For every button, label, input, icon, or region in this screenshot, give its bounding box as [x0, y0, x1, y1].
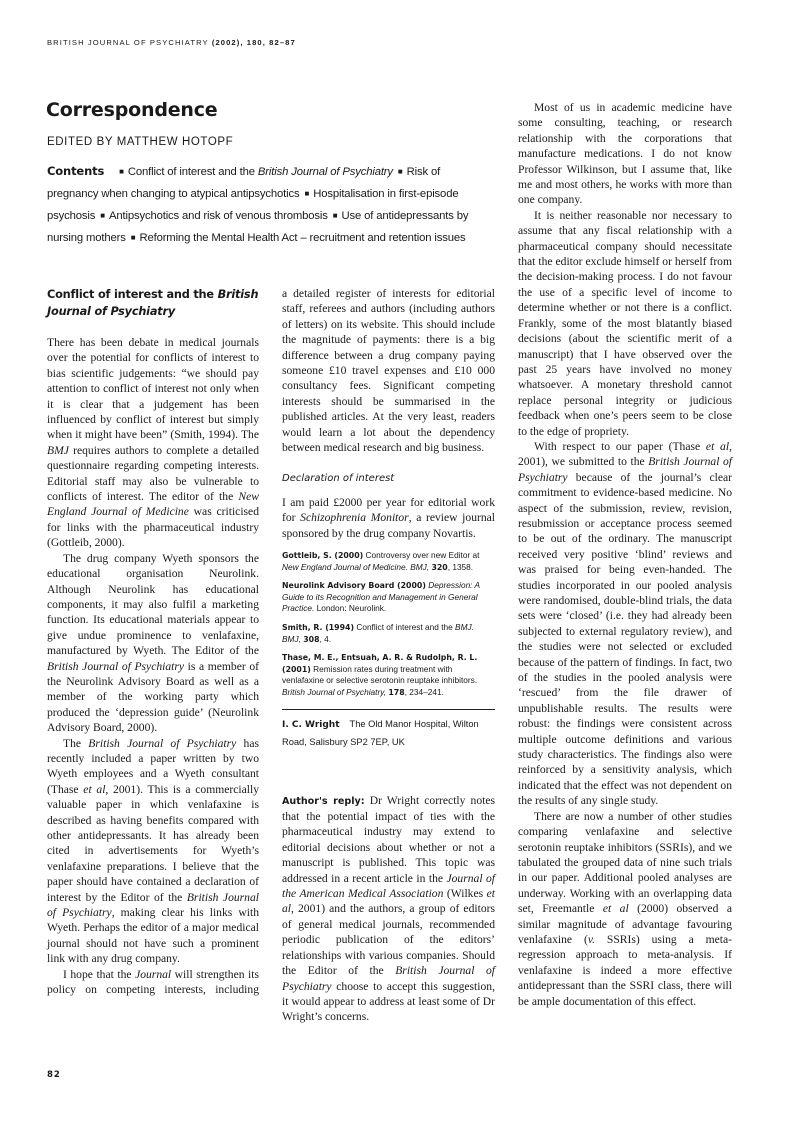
running-head: [47, 38, 296, 47]
references: [282, 550, 495, 699]
contents-item[interactable]: ■ Risk of pregnancy when changing to atypical antipsychotics: [47, 166, 440, 200]
letter-paragraph: There has been debate in medical journals over the potential for conflicts of interest to bias scientific judgements: “we should pay attention to conflict of interest not only when it is clear that a judgement has been influenced by conflict of interest but simply when it might have been” (Smith, 1994). The BMJ requires authors to complete a detailed questionnaire regarding competing interests. Editorial staff may also be vulnerable to conflicts of interest. The editor of the New England Journal of Medicine was criticised for links with the pharmaceutical industry (Gottleib, 2000).: [47, 336, 259, 550]
declaration-heading: Declaration of interest: [282, 473, 395, 485]
contents-item[interactable]: ■ Antipsychotics and risk of venous thrombosis: [98, 210, 328, 222]
citation: (2002), 180, 82–87: [211, 38, 296, 47]
reply-paragraph: Author's reply: Dr Wright correctly notes that the potential impact of ties with the pharmaceutical industry may extend to editorial decisions about whether or not a manuscript is published. This topic was addressed in a recent article in the Journal of the American Medical Association (Wilkes et al, 2001) and the authors, a group of editors of general medical journals, recommended periodic publication of the editors’ relationships with various companies. Should the Editor of the British Journal of Psychiatry choose to accept this suggestion, it would appear to address at least some of Dr Wright’s concerns.: [282, 793, 495, 1024]
reply-paragraph: It is neither reasonable nor necessary to assume that any fiscal relationship with a pharmaceutical company should necessitate that the editor exclude himself or herself from the decision-making process. I do not favour the use of a specific level of income to determine whether or not there is a conflict. Frankly, some of the most blatantly biased decisions (about the scientific merit of a manuscript) that I have observed over the past 25 years have involved no money whatsoever. A monetary threshold cannot replace personal integrity or judicious feedback when one’s peers seem to be close to the edge of propriety.: [518, 208, 732, 438]
divider: [282, 709, 495, 710]
reply-paragraph: There are now a number of other studies comparing venlafaxine and selective serotonin reuptake inhibitors (SSRIs), and we tabulated the grouped data of nine such trials in our paper. Additional pooled analyses are underway. Working with an overlapping data set, Freemantle et al (2000) observed a similar magnitude of advantage favouring venlafaxine (v. SSRIs) using a meta-regression approach to meta-analysis. If venlafaxine is indeed a more effective antidepressant than the SSRI class, there will be ample documentation of this effect.: [518, 809, 732, 1008]
bullet-square-icon: ■: [100, 211, 105, 220]
page-number: 82: [47, 1070, 61, 1080]
bullet-square-icon: ■: [397, 167, 403, 176]
page-title: Correspondence: [46, 99, 218, 121]
bullet-square-icon: ■: [304, 189, 310, 198]
bullet-square-icon: ■: [130, 233, 136, 242]
reply-paragraph: Most of us in academic medicine have some consulting, teaching, or research relationship with the corporations that manufacture medications. I do not know Professor Wilkinson, but I assume that, like me and most others, he works with more than one company.: [518, 101, 732, 207]
letter-paragraph: I hope that the Journal will strengthen its policy on competing interests, including: [47, 967, 260, 997]
author-signature: [282, 716, 495, 751]
contents-label: Contents: [47, 164, 105, 178]
bullet-square-icon: ■: [119, 167, 124, 176]
reference-item: Smith, R. (1994) Conflict of interest and the BMJ. BMJ, 308, 4.: [282, 622, 474, 644]
letter-heading: Conflict of interest and the British Journal of Psychiatry: [47, 288, 259, 318]
column-left: [47, 286, 259, 997]
reference-item: Gottleib, S. (2000) Controversy over new Editor at New England Journal of Medicine. BMJ, 320, 1358.: [282, 550, 480, 572]
contents-item[interactable]: ■ Conflict of interest and the British Journal of Psychiatry: [117, 166, 393, 178]
declaration-text: I am paid £2000 per year for editorial work for Schizophrenia Monitor, a review journal sponsored by the drug company Novartis.: [282, 495, 496, 540]
letter-paragraph: The drug company Wyeth sponsors the educational organisation Neurolink. Although Neurolink has educational components, it may also fulfil a marketing function. Its educational materials appear to give undue prominence to venlafaxine, manufactured by Wyeth. The Editor of the British Journal of Psychiatry is a member of the Neurolink Advisory Board as well as a member of the working party which produced the ‘depression guide’ (Neurolink Advisory Board, 2000).: [47, 551, 259, 735]
contents-item[interactable]: ■ Use of antidepressants by nursing mothers: [47, 210, 468, 244]
author-name: I. C. Wright: [282, 719, 340, 730]
journal-name: BRITISH JOURNAL OF PSYCHIATRY: [47, 38, 209, 47]
contents-list: [47, 161, 487, 249]
column-right: [518, 100, 732, 1009]
author-address: The Old Manor Hospital, Wilton Road, Salisbury SP2 7EP, UK: [282, 718, 479, 747]
bullet-square-icon: ■: [332, 211, 338, 220]
reply-paragraph: With respect to our paper (Thase et al, 2001), we submitted to the British Journal of Psychiatry because of the journal’s clear commitment to evidence-based medicine. No aspect of the submission, review, revision, resubmission or acceptance process seemed to be out of the ordinary. The manuscript received very positive ‘blind’ reviews and was praised for being even-handed. The studies incorporated in our pooled analysis were randomised, double-blind trials, the data sets were ‘closed’ (i.e. they had already been subjected to external regulatory review), and the studies were not selected or excluded because of the pattern of findings. In fact, two of the studies in the pooled analysis were ‘rescued’ from the file drawer of unpublishable results. The results were robust: the findings were consistent across multiple outcome definitions and various study characteristics. The findings also were reinforced by a sensitivity analysis, which indicated that the effect was not dependent on the results of any single study.: [518, 439, 733, 808]
editor-line: EDITED BY MATTHEW HOTOPF: [47, 136, 234, 148]
reference-item: Neurolink Advisory Board (2000) Depression: A Guide to its Recognition and Management in General Practice. London: Neurolink.: [282, 580, 480, 614]
letter-paragraph: The British Journal of Psychiatry has recently included a paper written by two Wyeth employees and a Wyeth consultant (Thase et al, 2001). This is a commercially valuable paper in which venlafaxine is described as having benefits compared with other antidepressants. It has already been cited in advertisements for Wyeth’s venlafaxine preparations. I believe that the paper should have contained a declaration of interest by the Editor of the British Journal of Psychiatry, making clear his links with Wyeth. Perhaps the editor of a major medical journal should not have such a prominent link with any drug company.: [47, 736, 260, 966]
contents-item[interactable]: ■ Reforming the Mental Health Act – recruitment and retention issues: [129, 232, 466, 244]
reply-label: Author's reply:: [282, 795, 365, 807]
letter-paragraph-continued: a detailed register of interests for editorial staff, referees and authors (including authors of letters) on its website. This should include the magnitude of payments: there is a big difference between a drug company paying someone £10 travel expenses and £10 000 consultancy fees. Significant competing interests should be summarised in the published articles. At the very least, readers would learn a lot about the dependency between medical research and big business.: [282, 287, 495, 455]
column-middle: [282, 286, 495, 1025]
contents-item[interactable]: ■ Hospitalisation in first-episode psychosis: [47, 188, 458, 222]
reference-item: Thase, M. E., Entsuah, A. R. & Rudolph, R. L. (2001) Remission rates during treatment with venlafaxine or selective serotonin reuptake inhibitors. British Journal of Psychiatry, 178, 234–241.: [282, 653, 478, 698]
